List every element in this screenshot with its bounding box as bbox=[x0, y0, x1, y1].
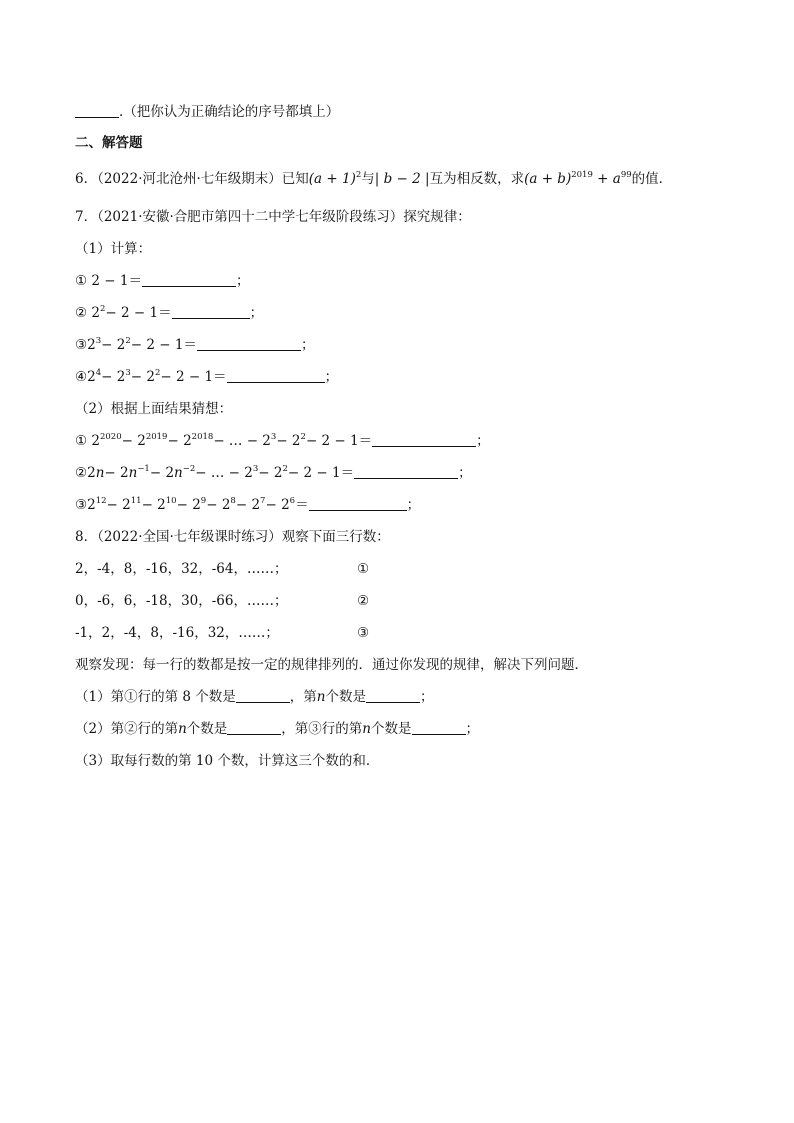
row-marker: ① bbox=[357, 561, 370, 577]
row-marker: ② bbox=[357, 593, 370, 609]
q8-part-1: （1）第①行的第 8 个数是 ，第n个数是 ； bbox=[75, 689, 434, 705]
q7-guess-1: ① $2^{2020}- 2^{2019}- 2^{2018}-$ … − $2^3- 2^2- 2 - 1=$ ； bbox=[75, 432, 490, 449]
q7-calc-4: $④2^4- 2^3- 2^2- 2 - 1=$ ； bbox=[75, 368, 339, 385]
q7-part2-label: （2）根据上面结果猜想： bbox=[75, 401, 233, 417]
answer-blank[interactable] bbox=[197, 337, 301, 351]
q7-guess-2: ②2n− $2n^{-1}- 2n^{-2}-$ … − $2^3- 2^2- 2 - 1=$ ； bbox=[75, 464, 472, 481]
section-title: 二、解答题 bbox=[75, 135, 143, 151]
answer-blank[interactable] bbox=[309, 497, 407, 511]
answer-blank[interactable] bbox=[236, 689, 290, 703]
q8-part-3: （3）取每行数的第 10 个数，计算这三个数的和． bbox=[75, 753, 380, 769]
q7-calc-3: $③2^3- 2^2- 2 - 1=$ ； bbox=[75, 336, 315, 353]
q7-calc-2: ② $2^2- 2 - 1=$ ； bbox=[75, 304, 264, 321]
answer-blank[interactable] bbox=[227, 721, 281, 735]
q7-calc-1: ① 2 − 1＝ ； bbox=[75, 273, 250, 289]
q8-row-1: 2，-4，8，-16，32，-64，……； ① bbox=[75, 561, 370, 577]
answer-blank[interactable] bbox=[142, 273, 236, 287]
answer-blank[interactable] bbox=[227, 369, 325, 383]
answer-line-prev: .（把你认为正确结论的序号都填上） bbox=[75, 103, 339, 121]
q7-part1-label: （1）计算： bbox=[75, 241, 152, 257]
q8-part-2: （2）第②行的第n个数是 ，第③行的第n个数是 ； bbox=[75, 721, 479, 737]
answer-blank[interactable] bbox=[412, 721, 466, 735]
q8-observation: 观察发现：每一行的数都是按一定的规律排列的．通过你发现的规律，解决下列问题． bbox=[75, 657, 588, 673]
answer-blank[interactable] bbox=[75, 104, 119, 118]
row-marker: ③ bbox=[357, 625, 370, 641]
question-6: 6．（2022·河北沧州·七年级期末）已知$(a + 1)^2$与| b − 2 |互为相反数，求$(a + b)^{2019} + a^{99}$的值． bbox=[75, 170, 673, 187]
answer-blank[interactable] bbox=[366, 689, 420, 703]
question-8-title: 8．（2022·全国·七年级课时练习）观察下面三行数： bbox=[75, 529, 390, 545]
answer-blank[interactable] bbox=[372, 433, 476, 447]
answer-blank[interactable] bbox=[354, 465, 458, 479]
question-7-title: 7．（2021·安徽·合肥市第四十二中学七年级阶段练习）探究规律： bbox=[75, 209, 471, 225]
q8-row-3: -1，2，-4，8，-16，32，……； ③ bbox=[75, 625, 370, 641]
answer-blank[interactable] bbox=[172, 305, 250, 319]
q8-row-2: 0，-6，6，-18，30，-66，……； ② bbox=[75, 593, 370, 609]
q7-guess-3: $③2^{12}- 2^{11}- 2^{10}- 2^9- 2^8- 2^7- 2^6=$ ； bbox=[75, 496, 421, 513]
